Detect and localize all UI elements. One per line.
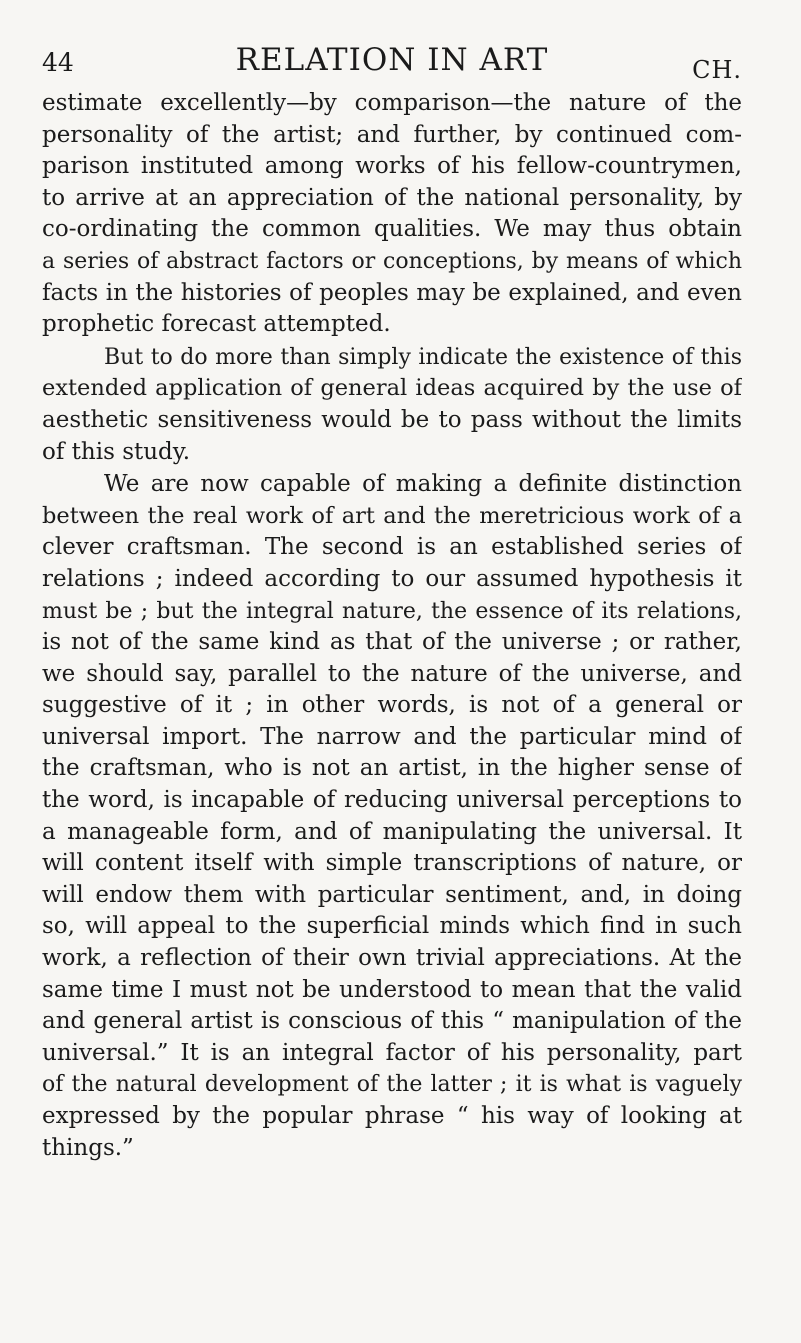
text-line: a series of abstract factors or conceptions, by means of which (42, 248, 742, 274)
page-number: 44 (42, 48, 74, 77)
chapter-mark: CH. (692, 56, 742, 84)
text-line: parison instituted among works of his fellow-countrymen, (42, 153, 742, 180)
text-line: must be ; but the integral nature, the essence of its relations, (42, 598, 742, 624)
text-line: so, will appeal to the superficial minds which find in such (42, 913, 742, 940)
text-line: we should say, parallel to the nature of the universe, and (42, 660, 742, 687)
text-line: is not of the same kind as that of the universe ; or rather, (42, 629, 742, 656)
text-line: universal.” It is an integral factor of his personality, part (42, 1039, 742, 1066)
running-title: RELATION IN ART (235, 42, 549, 78)
paragraph-2 (42, 342, 742, 468)
text-line: to arrive at an appreciation of the national personality, by (42, 184, 742, 211)
body-text (42, 88, 742, 1164)
text-line: between the real work of art and the meretricious work of a (42, 502, 742, 529)
text-line: clever craftsman. The second is an established series of (42, 534, 742, 561)
text-line: of the natural development of the latter ; it is what is vaguely (42, 1072, 742, 1098)
text-line: the craftsman, who is not an artist, in the higher sense of (42, 755, 742, 782)
page-header (42, 42, 742, 82)
text-line: prophetic forecast attempted. (42, 311, 391, 338)
paragraph-1 (42, 88, 742, 341)
text-line: a manageable form, and of manipulating the universal. It (42, 818, 742, 845)
text-line: But to do more than simply indicate the existence of this (104, 344, 742, 370)
text-line: personality of the artist; and further, by continued com- (42, 121, 742, 148)
text-line: the word, is incapable of reducing universal perceptions to (42, 787, 742, 814)
text-line: and general artist is conscious of this “ manipulation of the (42, 1008, 742, 1035)
text-line: suggestive of it ; in other words, is not of a general or (42, 692, 742, 719)
text-line: of this study. (42, 438, 191, 465)
text-line: universal import. The narrow and the particular mind of (42, 723, 742, 750)
text-line: We are now capable of making a definite distinction (104, 471, 742, 498)
text-line: extended application of general ideas acquired by the use of (42, 375, 742, 402)
text-line: will content itself with simple transcriptions of nature, or (42, 850, 742, 877)
text-line: same time I must not be understood to mean that the valid (42, 976, 742, 1003)
text-line: co-ordinating the common qualities. We may thus obtain (42, 216, 742, 243)
text-line: aesthetic sensitiveness would be to pass without the limits (42, 406, 742, 433)
text-line: facts in the histories of peoples may be explained, and even (42, 279, 742, 306)
text-line: things.” (42, 1134, 134, 1161)
text-line: estimate excellently—by comparison—the nature of the (42, 90, 742, 116)
text-line: will endow them with particular sentiment, and, in doing (42, 881, 742, 908)
paragraph-3 (42, 469, 742, 1164)
text-line: work, a reflection of their own trivial appreciations. At the (42, 945, 742, 972)
text-line: relations ; indeed according to our assumed hypothesis it (42, 565, 742, 592)
text-line: expressed by the popular phrase “ his way of looking at (42, 1103, 742, 1129)
